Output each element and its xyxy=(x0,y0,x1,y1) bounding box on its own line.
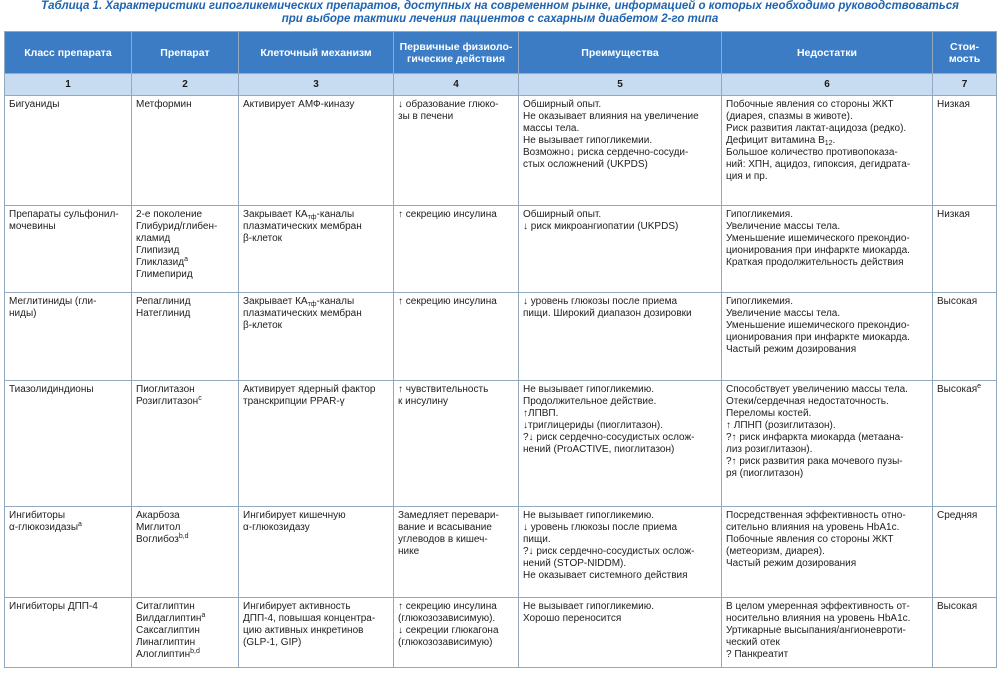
table-row xyxy=(5,507,997,598)
cell-text-line: Уртикарные высыпания/ангионевроти- xyxy=(726,625,906,636)
cell-text-line: мочевины xyxy=(9,221,56,232)
cell-text-line xyxy=(726,135,930,147)
cell-text-line: Акарбоза xyxy=(136,510,180,521)
table-row xyxy=(5,206,997,293)
table-row xyxy=(5,598,997,668)
cell-text-line: Ингибиторы ДПП-4 xyxy=(9,601,98,612)
cell-text-line: ?↓ риск сердечно-сосудистых ослож- xyxy=(523,432,695,443)
footnote-mark: c xyxy=(198,395,202,402)
cell-cellular-mechanism xyxy=(239,96,394,206)
cell-text-line: (метеоризм, диарея). xyxy=(726,546,825,557)
cell-text-line: Замедляет перевари- xyxy=(398,510,499,521)
cell-text-line: ционирования при инфаркте миокарда. xyxy=(726,332,910,343)
cell-text-line: Средняя xyxy=(937,510,978,521)
cell-advantages xyxy=(519,293,722,381)
cell-text-line: Гипогликемия. xyxy=(726,209,793,220)
cell-text-line: β-клеток xyxy=(243,320,283,331)
cell-cellular-mechanism xyxy=(239,293,394,381)
cell-text-line xyxy=(136,613,236,625)
text-segment: Дефицит витамина B xyxy=(726,135,825,146)
cell-text-line xyxy=(136,257,236,269)
cell-text-line: стых осложнений (UKPDS) xyxy=(523,159,648,170)
cell-text-line: α-глюкозидазу xyxy=(243,522,310,533)
cell-text-line: Тиазолидиндионы xyxy=(9,384,94,395)
cell-text-line: Миглитол xyxy=(136,522,181,533)
cell-drug-class xyxy=(5,507,132,598)
cell-text-line: Возможно↓ риска сердечно-сосуди- xyxy=(523,147,689,158)
cell-disadvantages xyxy=(722,293,933,381)
footnote-mark: a xyxy=(201,612,206,619)
cell-text-line: ционирования при инфаркте миокарда. xyxy=(726,245,910,256)
cell-text-line: Уменьшение ишемического прекондио- xyxy=(726,320,910,331)
cell-text-line: Риск развития лактат-ацидоза (редко). xyxy=(726,123,907,134)
header-label: Преимущества xyxy=(581,46,659,59)
text-segment: Закрывает КА xyxy=(243,296,308,307)
cell-text-line: Линаглиптин xyxy=(136,637,196,648)
cell-text-line: Меглитиниды (гли- xyxy=(9,296,97,307)
cell-text-line: (глюкозозависимую). xyxy=(398,613,496,624)
header-label: Стои- xyxy=(950,40,979,53)
cell-text-line: Большое количество противопоказа- xyxy=(726,147,898,158)
cell-text-line: Активирует АМФ-киназу xyxy=(243,99,355,110)
cell-text-line: ↑ секрецию инсулина xyxy=(398,209,497,220)
text-segment: -каналы xyxy=(316,296,355,307)
column-number: 1 xyxy=(5,74,132,96)
cell-text-line: ↓ уровень глюкозы после приема xyxy=(523,296,678,307)
table-row xyxy=(5,96,997,206)
cell-drug xyxy=(132,507,239,598)
cell-primary-physiological-action xyxy=(394,507,519,598)
cell-text-line: 2-е поколение xyxy=(136,209,203,220)
cell-text-line: ↓ риск микроангиопатии (UKPDS) xyxy=(523,221,679,232)
cell-text-line: Метформин xyxy=(136,99,192,110)
cell-drug xyxy=(132,206,239,293)
cell-text-line: Краткая продолжительность действия xyxy=(726,257,904,268)
cell-text-line: массы тела. xyxy=(523,123,580,134)
cell-text-line xyxy=(243,209,391,221)
header-disadvantages xyxy=(722,32,933,74)
cell-text-line: ↑ЛПВП. xyxy=(523,408,559,419)
cell-cellular-mechanism xyxy=(239,598,394,668)
cell-drug-class xyxy=(5,293,132,381)
table-title-line: Таблица 1. Характеристики гипогликемических препаратов, доступных на современном рынке, информацией о которых необходимо руководствоваться xyxy=(41,0,959,12)
header-drug xyxy=(132,32,239,74)
cell-text-line: Частый режим дозирования xyxy=(726,558,857,569)
cell-drug-class xyxy=(5,96,132,206)
cell-text-line: лиз розиглитазон). xyxy=(726,444,813,455)
header-label: Препарат xyxy=(160,46,210,59)
cell-text-line: Саксаглиптин xyxy=(136,625,200,636)
cell-text-line: ↑ секрецию инсулина xyxy=(398,601,497,612)
column-number-row xyxy=(5,74,997,96)
footnote-mark: b,d xyxy=(190,648,200,655)
cell-text-line xyxy=(136,649,236,661)
cell-drug xyxy=(132,381,239,507)
cell-primary-physiological-action xyxy=(394,381,519,507)
cell-text-line xyxy=(243,296,391,308)
cell-text-line: Частый режим дозирования xyxy=(726,344,857,355)
cell-cost xyxy=(933,206,997,293)
text-segment: Вилдаглиптин xyxy=(136,613,202,624)
cell-advantages xyxy=(519,206,722,293)
cell-text-line: ? Панкреатит xyxy=(726,649,789,660)
cell-cellular-mechanism xyxy=(239,206,394,293)
cell-text-line: Побочные явления со стороны ЖКТ xyxy=(726,99,894,110)
cell-text-line: ↑ ЛПНП (розиглитазон). xyxy=(726,420,836,431)
cell-text-line: Натеглинид xyxy=(136,308,191,319)
cell-cost xyxy=(933,507,997,598)
header-primary-physiological-action xyxy=(394,32,519,74)
cell-text-line: плазматических мембран xyxy=(243,308,362,319)
cell-text-line: Переломы костей. xyxy=(726,408,812,419)
cell-text-line: цию активных инкретинов xyxy=(243,625,364,636)
cell-text-line: зы в печени xyxy=(398,111,454,122)
cell-text-line xyxy=(9,522,129,534)
text-segment: Розиглитазон xyxy=(136,396,199,407)
column-number: 6 xyxy=(722,74,933,96)
cell-text-line: Обширный опыт. xyxy=(523,99,602,110)
cell-text-line: Не вызывает гипогликемию. xyxy=(523,601,655,612)
cell-text-line: ↑ секрецию инсулина xyxy=(398,296,497,307)
cell-text-line: сительно влияния на уровень HbA1c. xyxy=(726,522,900,533)
header-label: Клеточный механизм xyxy=(260,46,372,59)
cell-text-line: Увеличение массы тела. xyxy=(726,308,841,319)
cell-text-line: Низкая xyxy=(937,209,970,220)
text-segment: Закрывает КА xyxy=(243,209,308,220)
cell-text-line xyxy=(136,534,236,546)
cell-text-line: плазматических мембран xyxy=(243,221,362,232)
footnote-mark: e xyxy=(977,383,982,390)
header-cost xyxy=(933,32,997,74)
cell-primary-physiological-action xyxy=(394,293,519,381)
cell-text-line: нений (STOP-NIDDM). xyxy=(523,558,627,569)
cell-text-line: ↓ образование глюко- xyxy=(398,99,499,110)
cell-drug-class xyxy=(5,381,132,507)
header-label: мость xyxy=(948,52,981,65)
cell-text-line: ниды) xyxy=(9,308,37,319)
cell-text-line: ция и пр. xyxy=(726,171,768,182)
cell-disadvantages xyxy=(722,507,933,598)
cell-text-line: ческий отек xyxy=(726,637,780,648)
cell-disadvantages xyxy=(722,96,933,206)
cell-text-line: Высокая xyxy=(937,601,978,612)
column-number: 3 xyxy=(239,74,394,96)
cell-text-line: ↑ чувствительность xyxy=(398,384,489,395)
cell-disadvantages xyxy=(722,206,933,293)
text-segment: Алоглиптин xyxy=(136,649,191,660)
cell-text-line xyxy=(136,396,236,408)
cell-text-line: Посредственная эффективность отно- xyxy=(726,510,906,521)
table-title xyxy=(0,0,1000,31)
cell-primary-physiological-action xyxy=(394,598,519,668)
cell-text-line: Не оказывает системного действия xyxy=(523,570,688,581)
header-label: Первичные физиоло- xyxy=(399,40,513,53)
header-cellular-mechanism xyxy=(239,32,394,74)
column-number: 4 xyxy=(394,74,519,96)
cell-cost xyxy=(933,96,997,206)
cell-drug xyxy=(132,598,239,668)
text-segment: α-глюкозидазы xyxy=(9,522,79,533)
subscript-text: 12 xyxy=(824,140,833,147)
cell-text-line: (глюкозозависимую) xyxy=(398,637,493,648)
subscript-text: тф xyxy=(307,301,317,308)
text-segment: . xyxy=(832,135,836,146)
cell-text-line: Способствует увеличению массы тела. xyxy=(726,384,908,395)
cell-drug xyxy=(132,96,239,206)
cell-text-line: (GLP-1, GIP) xyxy=(243,637,302,648)
cell-text-line: нике xyxy=(398,546,420,557)
cell-text-line: Хорошо переносится xyxy=(523,613,622,624)
cell-disadvantages xyxy=(722,381,933,507)
cell-text-line: Высокая xyxy=(937,296,978,307)
cell-primary-physiological-action xyxy=(394,206,519,293)
cell-advantages xyxy=(519,96,722,206)
cell-text-line: ДПП-4, повышая концентра- xyxy=(243,613,376,624)
cell-text-line: носительно влияния на уровень HbA1c. xyxy=(726,613,911,624)
cell-text-line: Ингибирует активность xyxy=(243,601,351,612)
cell-text-line: (диарея, спазмы в животе). xyxy=(726,111,853,122)
text-segment: Гликлазид xyxy=(136,257,185,268)
table-row xyxy=(5,381,997,507)
cell-text-line: углеводов в кишеч- xyxy=(398,534,488,545)
cell-cost xyxy=(933,381,997,507)
cell-text-line: пищи. xyxy=(523,534,551,545)
cell-text-line: В целом умеренная эффективность от- xyxy=(726,601,910,612)
cell-advantages xyxy=(519,598,722,668)
cell-text-line: Не вызывает гипогликемию. xyxy=(523,510,655,521)
cell-text-line: Препараты сульфонил- xyxy=(9,209,119,220)
cell-text-line: вание и всасывание xyxy=(398,522,492,533)
cell-text-line: Глибурид/глибен- xyxy=(136,221,218,232)
cell-text-line: Ингибирует кишечную xyxy=(243,510,346,521)
drug-characteristics-table xyxy=(4,31,997,668)
cell-text-line: Глипизид xyxy=(136,245,180,256)
cell-text-line xyxy=(937,384,994,396)
footnote-mark: a xyxy=(78,521,82,528)
cell-text-line: Не вызывает гипогликемии. xyxy=(523,135,653,146)
cell-primary-physiological-action xyxy=(394,96,519,206)
footnote-mark: b,d xyxy=(178,533,189,540)
cell-text-line: Отеки/сердечная недостаточность. xyxy=(726,396,889,407)
cell-text-line: ?↑ риск развития рака мочевого пузы- xyxy=(726,456,903,467)
subscript-text: тф xyxy=(307,214,317,221)
cell-advantages xyxy=(519,381,722,507)
cell-drug-class xyxy=(5,598,132,668)
cell-text-line: кламид xyxy=(136,233,171,244)
cell-text-line: Продолжительное действие. xyxy=(523,396,657,407)
header-drug-class xyxy=(5,32,132,74)
table-title-line: при выборе тактики лечения пациентов с сахарным диабетом 2-го типа xyxy=(281,13,719,25)
column-number: 5 xyxy=(519,74,722,96)
cell-disadvantages xyxy=(722,598,933,668)
cell-text-line: Гипогликемия. xyxy=(726,296,793,307)
cell-cost xyxy=(933,598,997,668)
text-segment: -каналы xyxy=(316,209,355,220)
cell-text-line: Не вызывает гипогликемию. xyxy=(523,384,655,395)
cell-text-line: Низкая xyxy=(937,99,970,110)
cell-text-line: ↓триглицериды (пиоглитазон). xyxy=(523,420,664,431)
table-body xyxy=(5,96,997,668)
cell-text-line: Увеличение массы тела. xyxy=(726,221,841,232)
text-segment: Воглибоз xyxy=(136,534,179,545)
header-label: гические действия xyxy=(407,52,505,65)
header-row xyxy=(5,32,997,74)
cell-text-line: Не оказывает влияния на увеличение xyxy=(523,111,699,122)
cell-advantages xyxy=(519,507,722,598)
cell-text-line: ря (пиоглитазон) xyxy=(726,468,804,479)
cell-text-line: нений (ProACTIVE, пиоглитазон) xyxy=(523,444,675,455)
cell-drug-class xyxy=(5,206,132,293)
cell-text-line: пищи. Широкий диапазон дозировки xyxy=(523,308,692,319)
cell-text-line: ↓ секреции глюкагона xyxy=(398,625,499,636)
cell-text-line: Ингибиторы xyxy=(9,510,66,521)
cell-text-line: Активирует ядерный фактор xyxy=(243,384,376,395)
header-advantages xyxy=(519,32,722,74)
cell-text-line: Глимепирид xyxy=(136,269,193,280)
cell-text-line: ?↑ риск инфаркта миокарда (метаана- xyxy=(726,432,904,443)
footnote-mark: a xyxy=(184,256,188,263)
cell-text-line: Обширный опыт. xyxy=(523,209,602,220)
cell-text-line: β-клеток xyxy=(243,233,283,244)
cell-text-line: ?↓ риск сердечно-сосудистых ослож- xyxy=(523,546,695,557)
cell-cellular-mechanism xyxy=(239,507,394,598)
cell-text-line: ↓ уровень глюкозы после приема xyxy=(523,522,678,533)
cell-text-line: транскрипции PPAR-γ xyxy=(243,396,345,407)
column-number: 2 xyxy=(132,74,239,96)
cell-text-line: Ситаглиптин xyxy=(136,601,195,612)
cell-text-line: Уменьшение ишемического прекондио- xyxy=(726,233,910,244)
cell-text-line: к инсулину xyxy=(398,396,448,407)
cell-cellular-mechanism xyxy=(239,381,394,507)
cell-text-line: Бигуаниды xyxy=(9,99,60,110)
cell-text-line: ний: ХПН, ацидоз, гипоксия, дегидрата- xyxy=(726,159,911,170)
column-number: 7 xyxy=(933,74,997,96)
table-row xyxy=(5,293,997,381)
cell-text-line: Пиоглитазон xyxy=(136,384,195,395)
header-label: Недостатки xyxy=(796,46,858,59)
cell-text-line: Побочные явления со стороны ЖКТ xyxy=(726,534,894,545)
header-label: Класс препарата xyxy=(24,46,112,59)
cell-text-line: Репаглинид xyxy=(136,296,191,307)
text-segment: Высокая xyxy=(937,384,978,395)
cell-cost xyxy=(933,293,997,381)
cell-drug xyxy=(132,293,239,381)
